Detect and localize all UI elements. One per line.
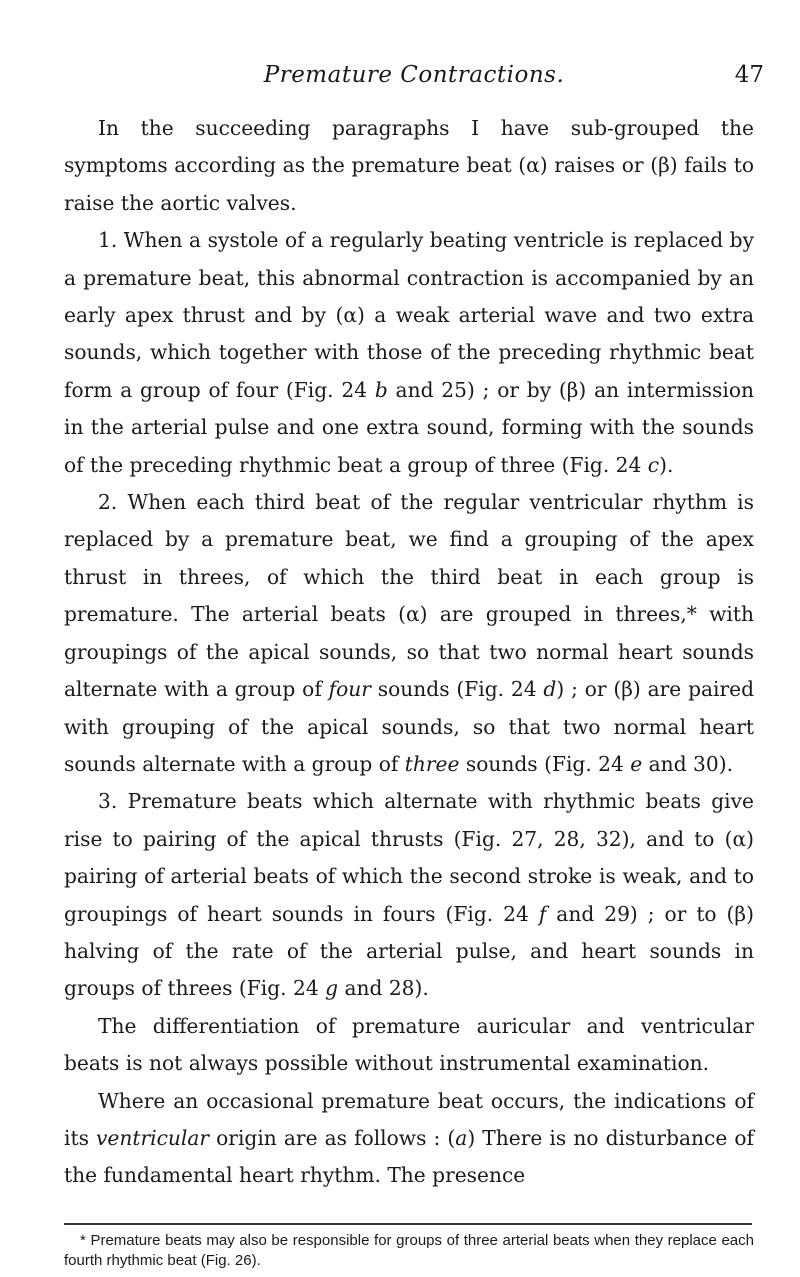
chapter-title: Premature Contractions. [263,62,565,88]
italic-run: g [325,976,339,1001]
text-run: and 30). [642,751,734,776]
paragraph-intro: In the succeeding paragraphs I have sub-grouped the symptoms according as the premature beat (α) raises or (β) fails to raise the aortic valves. [64,116,754,215]
italic-run: c [647,452,660,477]
text-run: and 29) ; or to (β) halving of the rate of the arterial pulse, and heart sounds in groups of threes (Fig. 24 [64,901,754,1001]
italic-run: four [328,677,371,702]
text-run: sounds (Fig. 24 [370,677,544,702]
footnote-rule [64,1223,752,1225]
text-run: and 28). [338,976,429,1001]
text-run: ) There is no disturbance of the fundamental heart rhythm. The presence [64,1125,754,1188]
text-run: 2. When each third beat of the regular ventricular rhythm is replaced by a premature beat, we find a grouping of the apex thrust in threes, of which the third beat in each group is premature. The arterial beats (α) are grouped in threes,* with groupings of the apical sounds, so that two normal heart sounds alternate with a group of [64,490,754,702]
footnote [64,1231,754,1271]
text-run: Where an occasional premature beat occurs, the indications of its [64,1088,754,1150]
paragraph-1 [64,222,754,484]
italic-run: three [404,751,460,776]
italic-run: a [455,1125,468,1150]
italic-run: e [630,751,643,776]
footnote-text: * Premature beats may also be responsible for groups of three arterial beats when they replace each fourth rhythmic beat (Fig. 26). [64,1232,754,1269]
text-run: ) ; or (β) are paired with grouping of the apical sounds, so that two normal heart sounds alternate with a group of [64,677,754,776]
body-text [64,110,754,1195]
text-run: sounds (Fig. 24 [459,751,631,776]
text-run: ). [659,452,674,477]
paragraph-4: The differentiation of premature auricular and ventricular beats is not always possible without instrumental examination. [64,1013,754,1076]
text-run: 3. Premature beats which alternate with rhythmic beats give rise to pairing of the apical thrusts (Fig. 27, 28, 32), and to (α) pairing of arterial beats of which the second stroke is weak, and to groupings of heart sounds in fours (Fig. 24 [64,789,754,926]
text-run: origin are as follows : ( [209,1125,456,1150]
text-run: 1. When a systole of a regularly beating ventricle is replaced by a premature beat, this abnormal contraction is accompanied by an early apex thrust and by (α) a weak arterial wave and two extra sounds, which together with those of the preceding rhythmic beat form a group of four (Fig. 24 [64,228,754,402]
running-header [64,62,764,94]
italic-run: d [543,677,557,702]
paragraph-2 [64,484,754,783]
paragraph-3 [64,783,754,1007]
paragraph-5 [64,1083,754,1195]
italic-run: ventricular [96,1125,210,1150]
text-run: and 25) ; or by (β) an intermission in the arterial pulse and one extra sound, forming with the sounds of the preceding rhythmic beat a group of three (Fig. 24 [64,377,755,477]
page-number: 47 [734,62,764,88]
italic-run: b [374,377,388,402]
italic-run: f [538,901,547,926]
